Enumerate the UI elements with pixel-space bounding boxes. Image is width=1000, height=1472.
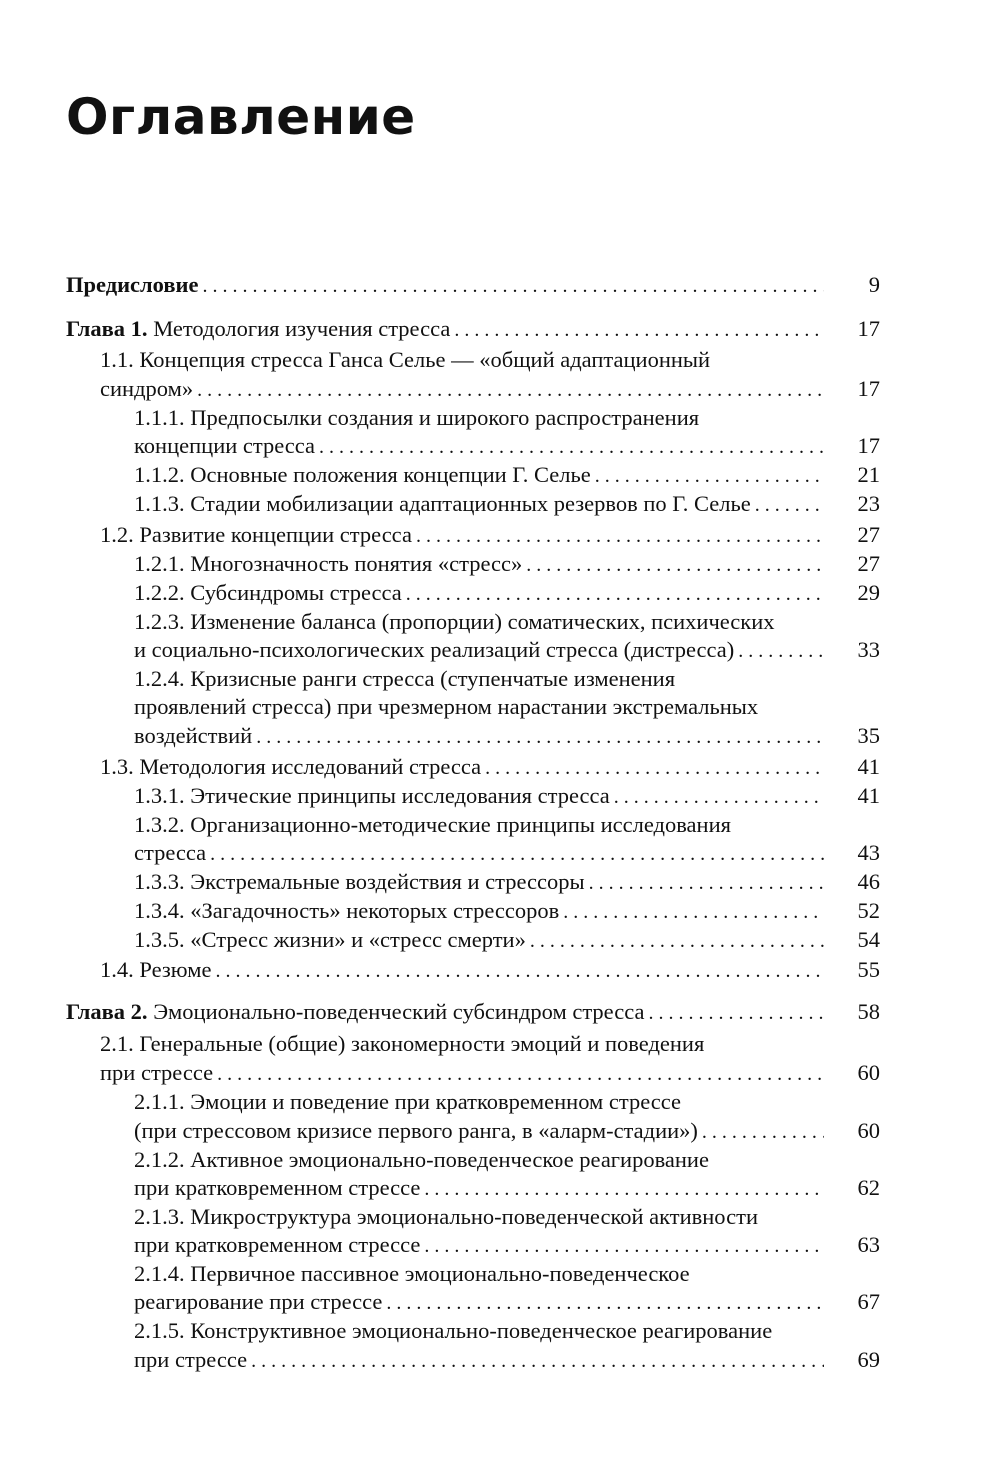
toc-entry-2-1-5-line1	[0, 1316, 1000, 1346]
leader-dots	[215, 956, 824, 986]
toc-entry-2-1-3	[0, 1230, 1000, 1260]
page-number: 62	[857, 1175, 880, 1200]
toc-entry-1-2	[0, 520, 1000, 550]
entry-text: (при стрессовом кризисе первого ранга, в «аларм-стадии»)	[134, 1118, 698, 1143]
toc-entry-2-1-2	[0, 1173, 1000, 1203]
entry-text: стресса	[134, 840, 207, 865]
leader-dots	[202, 271, 824, 301]
entry-text: 1.3.2. Организационно-методические принципы исследования	[134, 812, 731, 837]
page-number: 17	[857, 433, 880, 458]
page-number: 60	[857, 1060, 880, 1085]
toc-entry-1-2-1	[0, 549, 1000, 579]
toc-entry-1-1-line1	[0, 345, 1000, 375]
entry-text: при стрессе	[134, 1347, 248, 1372]
toc-entry-1-3	[0, 752, 1000, 782]
toc-entry-2-1-4-line1	[0, 1259, 1000, 1289]
toc-entry-1-4	[0, 955, 1000, 985]
chapter-title: Методология изучения стресса	[147, 316, 451, 341]
toc-entry-1-1	[0, 374, 1000, 404]
page-number: 41	[857, 754, 880, 779]
leader-dots	[251, 1346, 824, 1376]
page-number: 27	[857, 522, 880, 547]
leader-dots	[755, 490, 824, 520]
page-number: 21	[857, 462, 880, 487]
toc-entry-preface	[0, 270, 1000, 300]
leader-dots	[210, 839, 824, 869]
entry-text: 1.2.4. Кризисные ранги стресса (ступенчатые изменения	[134, 666, 676, 691]
entry-text: 1.4. Резюме	[100, 957, 212, 982]
toc-entry-2-1-1	[0, 1116, 1000, 1146]
leader-dots	[319, 432, 824, 462]
page-number: 29	[857, 580, 880, 605]
entry-text: 1.3.3. Экстремальные воздействия и стрессоры	[134, 869, 585, 894]
leader-dots	[485, 753, 824, 783]
entry-text: 2.1. Генеральные (общие) закономерности эмоций и поведения	[100, 1031, 705, 1056]
entry-text: 1.3. Методология исследований стресса	[100, 754, 482, 779]
toc-entry-2-1-3-line1	[0, 1202, 1000, 1232]
toc-entry-1-3-5	[0, 925, 1000, 955]
entry-text: 1.3.4. «Загадочность» некоторых стрессоров	[134, 898, 560, 923]
chapter-number: Глава 2.	[66, 999, 148, 1024]
toc-entry-chapter-1	[0, 314, 1000, 344]
leader-dots	[416, 521, 824, 551]
leader-dots	[454, 315, 824, 345]
entry-text: и социально-психологических реализаций стресса (дистресса)	[134, 637, 735, 662]
entry-text: 2.1.5. Конструктивное эмоционально-поведенческое реагирование	[134, 1318, 773, 1343]
entry-text: 1.1. Концепция стресса Ганса Селье — «общий адаптационный	[100, 347, 711, 372]
entry-text: 1.3.5. «Стресс жизни» и «стресс смерти»	[134, 927, 526, 952]
entry-label: Предисловие	[66, 272, 199, 297]
entry-text: при кратковременном стрессе	[134, 1175, 421, 1200]
entry-text: 1.2.3. Изменение баланса (пропорции) соматических, психических	[134, 609, 775, 634]
toc-entry-chapter-2	[0, 997, 1000, 1027]
page-number: 35	[857, 723, 880, 748]
toc-entry-1-3-4	[0, 896, 1000, 926]
toc-entry-1-2-3	[0, 635, 1000, 665]
leader-dots	[217, 1059, 824, 1089]
chapter-number: Глава 1.	[66, 316, 148, 341]
page-number: 63	[857, 1232, 880, 1257]
page-number: 17	[857, 316, 880, 341]
toc-entry-2-1-2-line1	[0, 1145, 1000, 1175]
toc-entry-1-2-3-line1	[0, 607, 1000, 637]
leader-dots	[614, 782, 824, 812]
toc-entry-2-1-4	[0, 1287, 1000, 1317]
page-number: 55	[857, 957, 880, 982]
toc-entry-2-1-5	[0, 1345, 1000, 1375]
entry-text: 1.1.3. Стадии мобилизации адаптационных резервов по Г. Селье	[134, 491, 751, 516]
page-number: 67	[857, 1289, 880, 1314]
toc-entry-1-2-2	[0, 578, 1000, 608]
page-number: 23	[857, 491, 880, 516]
entry-text: 2.1.2. Активное эмоционально-поведенческое реагирование	[134, 1147, 709, 1172]
page-number: 58	[857, 999, 880, 1024]
toc-entry-1-3-2-line1	[0, 810, 1000, 840]
page-number: 60	[857, 1118, 880, 1143]
leader-dots	[530, 926, 824, 956]
page-number: 52	[857, 898, 880, 923]
leader-dots	[406, 579, 824, 609]
page-number: 54	[857, 927, 880, 952]
toc-entry-2-1	[0, 1058, 1000, 1088]
page-number: 46	[857, 869, 880, 894]
entry-text: 1.2. Развитие концепции стресса	[100, 522, 412, 547]
entry-text: 2.1.4. Первичное пассивное эмоционально-поведенческое	[134, 1261, 690, 1286]
toc-entry-1-1-1	[0, 431, 1000, 461]
page-number: 41	[857, 783, 880, 808]
entry-text: 2.1.1. Эмоции и поведение при кратковременном стрессе	[134, 1089, 681, 1114]
leader-dots	[256, 722, 824, 752]
leader-dots	[424, 1174, 824, 1204]
entry-text: при кратковременном стрессе	[134, 1232, 421, 1257]
page-number: 9	[868, 272, 880, 297]
toc-entry-1-3-3	[0, 867, 1000, 897]
toc-entry-1-1-3	[0, 489, 1000, 519]
toc-entry-1-3-2	[0, 838, 1000, 868]
leader-dots	[424, 1231, 824, 1261]
entry-text: 2.1.3. Микроструктура эмоционально-поведенческой активности	[134, 1204, 758, 1229]
entry-text: синдром»	[100, 376, 194, 401]
leader-dots	[386, 1288, 824, 1318]
entry-text: 1.2.1. Многозначность понятия «стресс»	[134, 551, 523, 576]
entry-text: воздействий	[134, 723, 253, 748]
entry-text: 1.1.2. Основные положения концепции Г. Селье	[134, 462, 591, 487]
entry-text: 1.2.2. Субсиндромы стресса	[134, 580, 402, 605]
leader-dots	[197, 375, 824, 405]
entry-text: концепции стресса	[134, 433, 316, 458]
toc-entry-1-2-4-line1	[0, 664, 1000, 694]
page-number: 43	[857, 840, 880, 865]
page-number: 33	[857, 637, 880, 662]
page-number: 27	[857, 551, 880, 576]
toc-entry-1-1-1-line1	[0, 403, 1000, 433]
entry-text: 1.3.1. Этические принципы исследования стресса	[134, 783, 610, 808]
toc-entry-1-1-2	[0, 460, 1000, 490]
leader-dots	[702, 1117, 824, 1147]
leader-dots	[595, 461, 824, 491]
toc-entry-1-2-4	[0, 721, 1000, 751]
leader-dots	[648, 998, 824, 1028]
leader-dots	[526, 550, 824, 580]
entry-text: 1.1.1. Предпосылки создания и широкого распространения	[134, 405, 700, 430]
entry-text: проявлений стресса) при чрезмерном нарастании экстремальных	[134, 694, 759, 719]
chapter-title: Эмоционально-поведенческий субсиндром стресса	[147, 999, 645, 1024]
entry-text: реагирование при стрессе	[134, 1289, 383, 1314]
toc-entry-2-1-1-line1	[0, 1087, 1000, 1117]
toc-entry-1-3-1	[0, 781, 1000, 811]
leader-dots	[738, 636, 824, 666]
toc-entry-2-1-line1	[0, 1029, 1000, 1059]
entry-text: при стрессе	[100, 1060, 214, 1085]
page-number: 69	[857, 1347, 880, 1372]
page-title: Оглавление	[66, 88, 416, 146]
page-number: 17	[857, 376, 880, 401]
leader-dots	[563, 897, 824, 927]
toc-entry-1-2-4-line2	[0, 692, 1000, 722]
leader-dots	[589, 868, 824, 898]
